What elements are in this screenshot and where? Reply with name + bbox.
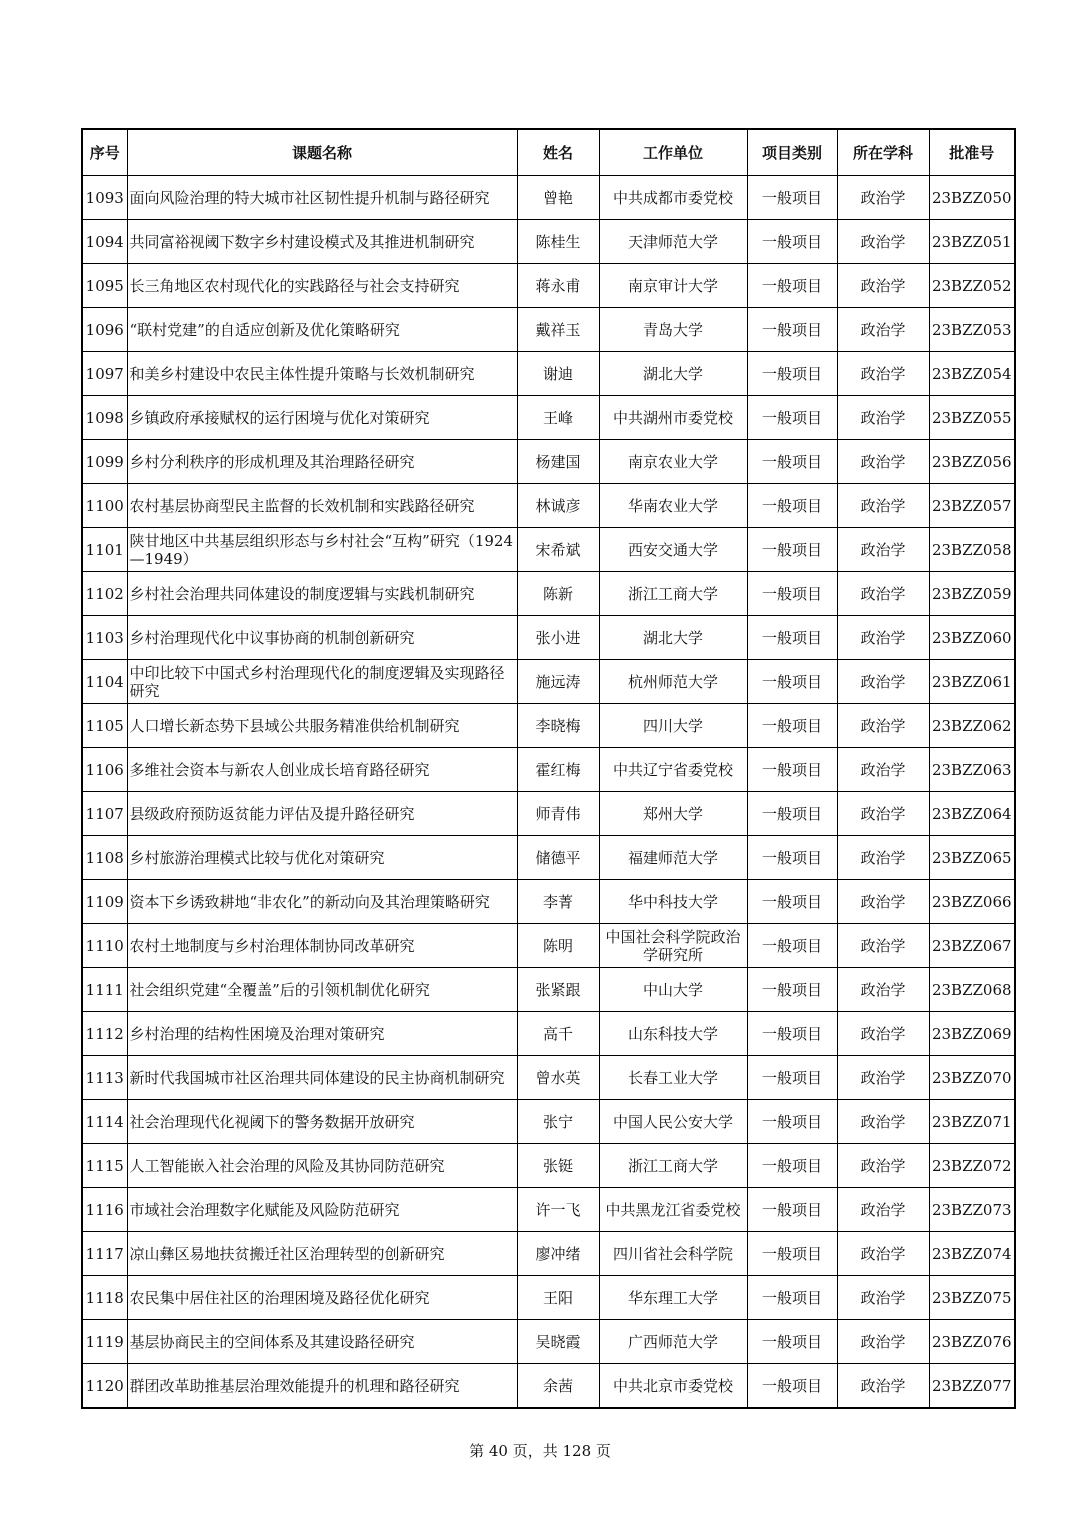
cell-type: 一般项目 — [747, 572, 837, 616]
cell-title: 和美乡村建设中农民主体性提升策略与长效机制研究 — [127, 352, 517, 396]
cell-approval-no: 23BZZ063 — [929, 748, 1015, 792]
cell-approval-no: 23BZZ056 — [929, 440, 1015, 484]
table-row — [82, 1232, 1015, 1276]
cell-unit: 华东理工大学 — [599, 1276, 747, 1320]
cell-type: 一般项目 — [747, 924, 837, 968]
cell-unit: 青岛大学 — [599, 308, 747, 352]
table-row — [82, 1012, 1015, 1056]
cell-unit: 长春工业大学 — [599, 1056, 747, 1100]
cell-approval-no: 23BZZ054 — [929, 352, 1015, 396]
cell-discipline: 政治学 — [837, 616, 929, 660]
cell-type: 一般项目 — [747, 1056, 837, 1100]
cell-name: 高千 — [517, 1012, 599, 1056]
cell-approval-no: 23BZZ051 — [929, 220, 1015, 264]
cell-title: 乡村分利秩序的形成机理及其治理路径研究 — [127, 440, 517, 484]
cell-type: 一般项目 — [747, 792, 837, 836]
table-row — [82, 660, 1015, 704]
cell-name: 杨建国 — [517, 440, 599, 484]
cell-serial: 1107 — [82, 792, 127, 836]
cell-serial: 1112 — [82, 1012, 127, 1056]
cell-unit: 浙江工商大学 — [599, 1144, 747, 1188]
table-row — [82, 836, 1015, 880]
cell-discipline: 政治学 — [837, 704, 929, 748]
cell-type: 一般项目 — [747, 176, 837, 220]
cell-serial: 1095 — [82, 264, 127, 308]
cell-type: 一般项目 — [747, 1012, 837, 1056]
cell-title: 人工智能嵌入社会治理的风险及其协同防范研究 — [127, 1144, 517, 1188]
cell-discipline: 政治学 — [837, 1276, 929, 1320]
table-row — [82, 704, 1015, 748]
table-row — [82, 880, 1015, 924]
cell-name: 张宁 — [517, 1100, 599, 1144]
cell-serial: 1114 — [82, 1100, 127, 1144]
cell-approval-no: 23BZZ067 — [929, 924, 1015, 968]
cell-discipline: 政治学 — [837, 792, 929, 836]
cell-unit: 中国社会科学院政治学研究所 — [599, 924, 747, 968]
cell-approval-no: 23BZZ070 — [929, 1056, 1015, 1100]
cell-approval-no: 23BZZ055 — [929, 396, 1015, 440]
cell-approval-no: 23BZZ064 — [929, 792, 1015, 836]
cell-approval-no: 23BZZ052 — [929, 264, 1015, 308]
cell-serial: 1106 — [82, 748, 127, 792]
cell-unit: 四川省社会科学院 — [599, 1232, 747, 1276]
cell-serial: 1104 — [82, 660, 127, 704]
cell-title: 基层协商民主的空间体系及其建设路径研究 — [127, 1320, 517, 1364]
cell-approval-no: 23BZZ066 — [929, 880, 1015, 924]
table-row — [82, 220, 1015, 264]
table-row — [82, 924, 1015, 968]
cell-discipline: 政治学 — [837, 264, 929, 308]
cell-approval-no: 23BZZ053 — [929, 308, 1015, 352]
cell-type: 一般项目 — [747, 1320, 837, 1364]
table-row — [82, 792, 1015, 836]
cell-approval-no: 23BZZ050 — [929, 176, 1015, 220]
cell-type: 一般项目 — [747, 264, 837, 308]
cell-approval-no: 23BZZ073 — [929, 1188, 1015, 1232]
cell-name: 宋希斌 — [517, 528, 599, 572]
table-row — [82, 1188, 1015, 1232]
cell-discipline: 政治学 — [837, 1100, 929, 1144]
cell-name: 李菁 — [517, 880, 599, 924]
cell-unit: 中共成都市委党校 — [599, 176, 747, 220]
cell-serial: 1111 — [82, 968, 127, 1012]
cell-serial: 1094 — [82, 220, 127, 264]
cell-type: 一般项目 — [747, 220, 837, 264]
cell-discipline: 政治学 — [837, 528, 929, 572]
page-footer: 第 40 页，共 128 页 — [469, 1442, 611, 1460]
cell-unit: 中共黑龙江省委党校 — [599, 1188, 747, 1232]
cell-unit: 四川大学 — [599, 704, 747, 748]
cell-approval-no: 23BZZ057 — [929, 484, 1015, 528]
cell-name: 吴晓霞 — [517, 1320, 599, 1364]
cell-title: 凉山彝区易地扶贫搬迁社区治理转型的创新研究 — [127, 1232, 517, 1276]
cell-serial: 1100 — [82, 484, 127, 528]
table-row — [82, 1100, 1015, 1144]
cell-unit: 华南农业大学 — [599, 484, 747, 528]
cell-discipline: 政治学 — [837, 484, 929, 528]
cell-approval-no: 23BZZ059 — [929, 572, 1015, 616]
cell-name: 陈桂生 — [517, 220, 599, 264]
table-row — [82, 1364, 1015, 1409]
cell-name: 许一飞 — [517, 1188, 599, 1232]
cell-approval-no: 23BZZ076 — [929, 1320, 1015, 1364]
table-row — [82, 616, 1015, 660]
cell-title: 社会治理现代化视阈下的警务数据开放研究 — [127, 1100, 517, 1144]
cell-discipline: 政治学 — [837, 1232, 929, 1276]
cell-serial: 1096 — [82, 308, 127, 352]
cell-unit: 广西师范大学 — [599, 1320, 747, 1364]
cell-type: 一般项目 — [747, 484, 837, 528]
cell-name: 张铤 — [517, 1144, 599, 1188]
table-row — [82, 264, 1015, 308]
cell-type: 一般项目 — [747, 1100, 837, 1144]
table-row — [82, 396, 1015, 440]
cell-unit: 杭州师范大学 — [599, 660, 747, 704]
cell-name: 师青伟 — [517, 792, 599, 836]
cell-serial: 1117 — [82, 1232, 127, 1276]
cell-unit: 中共北京市委党校 — [599, 1364, 747, 1409]
table-row — [82, 1056, 1015, 1100]
cell-discipline: 政治学 — [837, 1144, 929, 1188]
cell-name: 戴祥玉 — [517, 308, 599, 352]
cell-type: 一般项目 — [747, 660, 837, 704]
table-row — [82, 440, 1015, 484]
cell-serial: 1093 — [82, 176, 127, 220]
table-row — [82, 1320, 1015, 1364]
cell-serial: 1099 — [82, 440, 127, 484]
cell-discipline: 政治学 — [837, 1320, 929, 1364]
cell-name: 张紧跟 — [517, 968, 599, 1012]
cell-name: 蒋永甫 — [517, 264, 599, 308]
cell-unit: 湖北大学 — [599, 616, 747, 660]
cell-discipline: 政治学 — [837, 1364, 929, 1409]
cell-title: 资本下乡诱致耕地“非农化”的新动向及其治理策略研究 — [127, 880, 517, 924]
table-row — [82, 352, 1015, 396]
cell-serial: 1097 — [82, 352, 127, 396]
cell-unit: 福建师范大学 — [599, 836, 747, 880]
cell-title: 共同富裕视阈下数字乡村建设模式及其推进机制研究 — [127, 220, 517, 264]
cell-unit: 中共辽宁省委党校 — [599, 748, 747, 792]
cell-discipline: 政治学 — [837, 352, 929, 396]
cell-approval-no: 23BZZ061 — [929, 660, 1015, 704]
table-row — [82, 484, 1015, 528]
cell-title: 乡村治理的结构性困境及治理对策研究 — [127, 1012, 517, 1056]
cell-type: 一般项目 — [747, 616, 837, 660]
cell-type: 一般项目 — [747, 748, 837, 792]
cell-serial: 1109 — [82, 880, 127, 924]
cell-title: 多维社会资本与新农人创业成长培育路径研究 — [127, 748, 517, 792]
cell-name: 张小进 — [517, 616, 599, 660]
table-row — [82, 176, 1015, 220]
table-row — [82, 528, 1015, 572]
cell-serial: 1115 — [82, 1144, 127, 1188]
table-header — [82, 129, 1015, 176]
cell-discipline: 政治学 — [837, 1012, 929, 1056]
cell-title: 农民集中居住社区的治理困境及路径优化研究 — [127, 1276, 517, 1320]
cell-unit: 中山大学 — [599, 968, 747, 1012]
cell-serial: 1101 — [82, 528, 127, 572]
cell-approval-no: 23BZZ074 — [929, 1232, 1015, 1276]
cell-title: 中印比较下中国式乡村治理现代化的制度逻辑及实现路径研究 — [127, 660, 517, 704]
cell-discipline: 政治学 — [837, 836, 929, 880]
header-approval-no: 批准号 — [929, 129, 1015, 176]
cell-name: 王阳 — [517, 1276, 599, 1320]
cell-approval-no: 23BZZ062 — [929, 704, 1015, 748]
cell-unit: 天津师范大学 — [599, 220, 747, 264]
cell-name: 林诚彦 — [517, 484, 599, 528]
cell-unit: 华中科技大学 — [599, 880, 747, 924]
cell-serial: 1098 — [82, 396, 127, 440]
cell-unit: 西安交通大学 — [599, 528, 747, 572]
cell-title: 市域社会治理数字化赋能及风险防范研究 — [127, 1188, 517, 1232]
cell-name: 余茜 — [517, 1364, 599, 1409]
cell-type: 一般项目 — [747, 1232, 837, 1276]
cell-title: 乡村社会治理共同体建设的制度逻辑与实践机制研究 — [127, 572, 517, 616]
table-row — [82, 968, 1015, 1012]
cell-title: 农村基层协商型民主监督的长效机制和实践路径研究 — [127, 484, 517, 528]
cell-serial: 1116 — [82, 1188, 127, 1232]
cell-type: 一般项目 — [747, 836, 837, 880]
cell-serial: 1103 — [82, 616, 127, 660]
table-row — [82, 1144, 1015, 1188]
cell-name: 曾艳 — [517, 176, 599, 220]
cell-name: 储德平 — [517, 836, 599, 880]
header-serial: 序号 — [82, 129, 127, 176]
cell-title: 面向风险治理的特大城市社区韧性提升机制与路径研究 — [127, 176, 517, 220]
cell-approval-no: 23BZZ060 — [929, 616, 1015, 660]
cell-discipline: 政治学 — [837, 440, 929, 484]
project-list-table — [81, 128, 1016, 1409]
cell-discipline: 政治学 — [837, 924, 929, 968]
cell-type: 一般项目 — [747, 1364, 837, 1409]
cell-discipline: 政治学 — [837, 572, 929, 616]
cell-approval-no: 23BZZ058 — [929, 528, 1015, 572]
cell-type: 一般项目 — [747, 396, 837, 440]
cell-name: 陈新 — [517, 572, 599, 616]
cell-title: 乡村旅游治理模式比较与优化对策研究 — [127, 836, 517, 880]
cell-type: 一般项目 — [747, 968, 837, 1012]
cell-name: 王峰 — [517, 396, 599, 440]
cell-type: 一般项目 — [747, 704, 837, 748]
cell-unit: 浙江工商大学 — [599, 572, 747, 616]
cell-type: 一般项目 — [747, 352, 837, 396]
cell-title: “联村党建”的自适应创新及优化策略研究 — [127, 308, 517, 352]
cell-title: 群团改革助推基层治理效能提升的机理和路径研究 — [127, 1364, 517, 1409]
table-row — [82, 572, 1015, 616]
header-type: 项目类别 — [747, 129, 837, 176]
table-row — [82, 748, 1015, 792]
cell-serial: 1102 — [82, 572, 127, 616]
cell-title: 社会组织党建“全覆盖”后的引领机制优化研究 — [127, 968, 517, 1012]
cell-approval-no: 23BZZ072 — [929, 1144, 1015, 1188]
cell-unit: 山东科技大学 — [599, 1012, 747, 1056]
cell-approval-no: 23BZZ077 — [929, 1364, 1015, 1409]
cell-serial: 1105 — [82, 704, 127, 748]
cell-approval-no: 23BZZ071 — [929, 1100, 1015, 1144]
cell-type: 一般项目 — [747, 308, 837, 352]
cell-name: 陈明 — [517, 924, 599, 968]
table-row — [82, 1276, 1015, 1320]
cell-serial: 1120 — [82, 1364, 127, 1409]
cell-type: 一般项目 — [747, 440, 837, 484]
cell-approval-no: 23BZZ065 — [929, 836, 1015, 880]
cell-serial: 1118 — [82, 1276, 127, 1320]
cell-approval-no: 23BZZ068 — [929, 968, 1015, 1012]
cell-name: 施远涛 — [517, 660, 599, 704]
cell-discipline: 政治学 — [837, 748, 929, 792]
cell-approval-no: 23BZZ075 — [929, 1276, 1015, 1320]
cell-name: 谢迪 — [517, 352, 599, 396]
cell-name: 廖冲绪 — [517, 1232, 599, 1276]
cell-title: 陕甘地区中共基层组织形态与乡村社会“互构”研究（1924—1949） — [127, 528, 517, 572]
cell-title: 新时代我国城市社区治理共同体建设的民主协商机制研究 — [127, 1056, 517, 1100]
table-body — [82, 176, 1015, 1409]
cell-type: 一般项目 — [747, 1144, 837, 1188]
cell-title: 农村土地制度与乡村治理体制协同改革研究 — [127, 924, 517, 968]
cell-approval-no: 23BZZ069 — [929, 1012, 1015, 1056]
cell-type: 一般项目 — [747, 528, 837, 572]
cell-serial: 1108 — [82, 836, 127, 880]
cell-name: 曾水英 — [517, 1056, 599, 1100]
cell-discipline: 政治学 — [837, 660, 929, 704]
cell-serial: 1110 — [82, 924, 127, 968]
cell-unit: 中共湖州市委党校 — [599, 396, 747, 440]
cell-title: 长三角地区农村现代化的实践路径与社会支持研究 — [127, 264, 517, 308]
cell-discipline: 政治学 — [837, 220, 929, 264]
cell-discipline: 政治学 — [837, 968, 929, 1012]
cell-title: 人口增长新态势下县域公共服务精准供给机制研究 — [127, 704, 517, 748]
cell-name: 霍红梅 — [517, 748, 599, 792]
cell-title: 县级政府预防返贫能力评估及提升路径研究 — [127, 792, 517, 836]
cell-serial: 1113 — [82, 1056, 127, 1100]
header-unit: 工作单位 — [599, 129, 747, 176]
cell-title: 乡镇政府承接赋权的运行困境与优化对策研究 — [127, 396, 517, 440]
cell-discipline: 政治学 — [837, 308, 929, 352]
header-name: 姓名 — [517, 129, 599, 176]
cell-unit: 南京农业大学 — [599, 440, 747, 484]
cell-unit: 南京审计大学 — [599, 264, 747, 308]
cell-discipline: 政治学 — [837, 1056, 929, 1100]
cell-unit: 郑州大学 — [599, 792, 747, 836]
cell-type: 一般项目 — [747, 1276, 837, 1320]
header-discipline: 所在学科 — [837, 129, 929, 176]
cell-unit: 湖北大学 — [599, 352, 747, 396]
cell-unit: 中国人民公安大学 — [599, 1100, 747, 1144]
cell-discipline: 政治学 — [837, 176, 929, 220]
header-row — [82, 129, 1015, 176]
cell-type: 一般项目 — [747, 880, 837, 924]
table-row — [82, 308, 1015, 352]
cell-discipline: 政治学 — [837, 880, 929, 924]
cell-discipline: 政治学 — [837, 396, 929, 440]
cell-type: 一般项目 — [747, 1188, 837, 1232]
cell-discipline: 政治学 — [837, 1188, 929, 1232]
cell-title: 乡村治理现代化中议事协商的机制创新研究 — [127, 616, 517, 660]
header-title: 课题名称 — [127, 129, 517, 176]
cell-name: 李晓梅 — [517, 704, 599, 748]
cell-serial: 1119 — [82, 1320, 127, 1364]
